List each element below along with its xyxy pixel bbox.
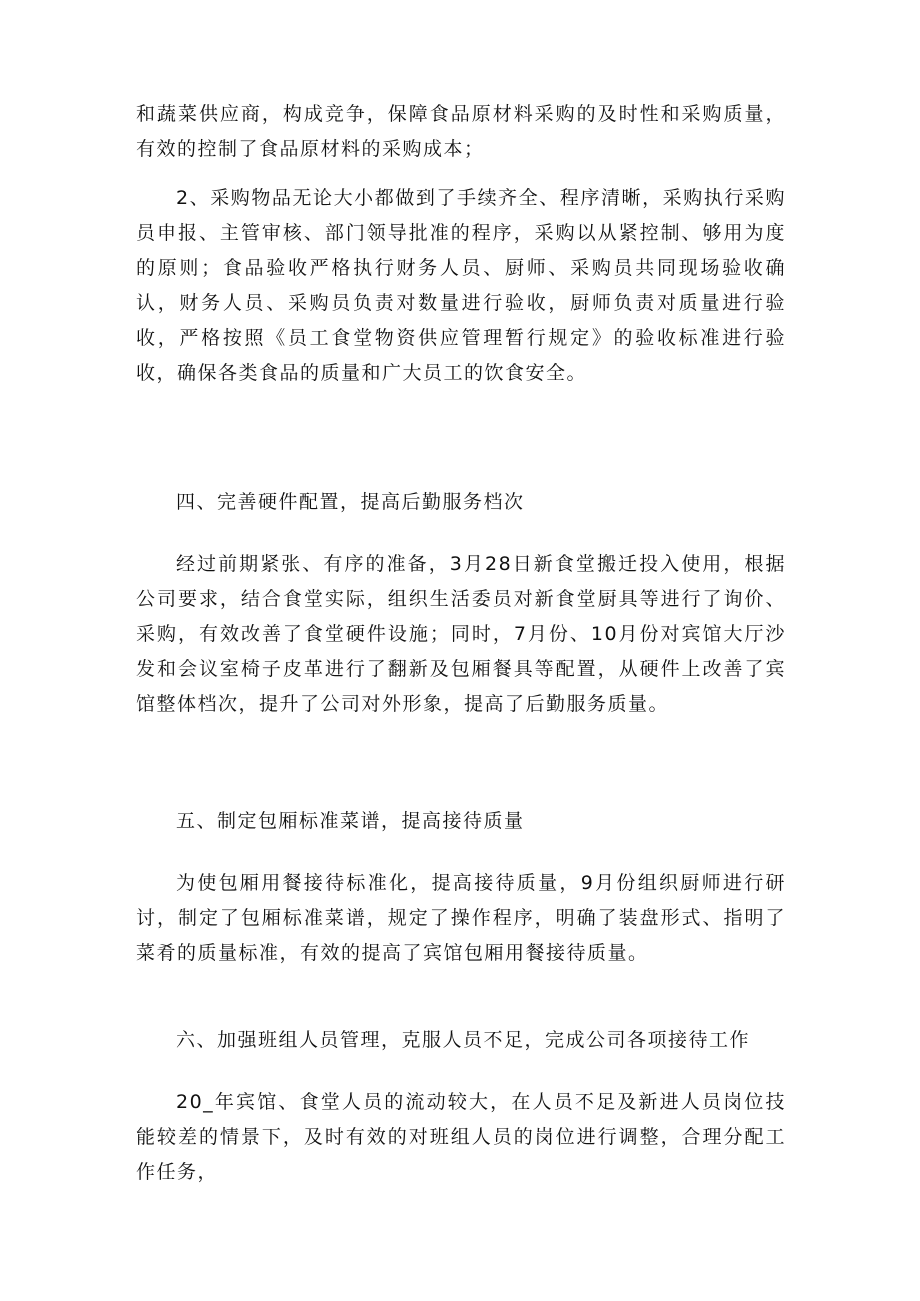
section-heading-6: 六、加强班组人员管理，克服人员不足，完成公司各项接待工作 <box>176 1029 751 1051</box>
section-heading-4: 四、完善硬件配置，提高后勤服务档次 <box>176 491 525 513</box>
paragraph-continuation: 和蔬菜供应商，构成竞争，保障食品原材料采购的及时性和采购质量，有效的控制了食品原材料的采购成本； <box>136 103 786 160</box>
paragraph-menu: 为使包厢用餐接待标准化，提高接待质量，9月份组织厨师进行研讨，制定了包厢标准菜谱，规定了操作程序，明确了装盘形式、指明了菜肴的质量标准，有效的提高了宾馆包厢用餐接待质量。 <box>136 872 786 964</box>
paragraph-hardware: 经过前期紧张、有序的准备，3月28日新食堂搬迁投入使用，根据公司要求，结合食堂实际，组织生活委员对新食堂厨具等进行了询价、采购，有效改善了食堂硬件设施；同时，7月份、10月份对宾馆大厅沙发和会议室椅子皮革进行了翻新及包厢餐具等配置，从硬件上改善了宾馆整体档次，提升了公司对外形象，提高了后勤服务质量。 <box>136 553 786 715</box>
paragraph-staffing: 20_年宾馆、食堂人员的流动较大，在人员不足及新进人员岗位技能较差的情景下，及时有效的对班组人员的岗位进行调整，合理分配工作任务， <box>136 1091 786 1183</box>
paragraph-procurement-procedure: 2、采购物品无论大小都做到了手续齐全、程序清晰，采购执行采购员申报、主管审核、部门领导批准的程序，采购以从紧控制、够用为度的原则；食品验收严格执行财务人员、厨师、采购员共同现场验收确认，财务人员、采购员负责对数量进行验收，厨师负责对质量进行验收，严格按照《员工食堂物资供应管理暂行规定》的验收标准进行验收，确保各类食品的质量和广大员工的饮食安全。 <box>136 187 786 384</box>
section-heading-5: 五、制定包厢标准菜谱，提高接待质量 <box>176 810 525 832</box>
